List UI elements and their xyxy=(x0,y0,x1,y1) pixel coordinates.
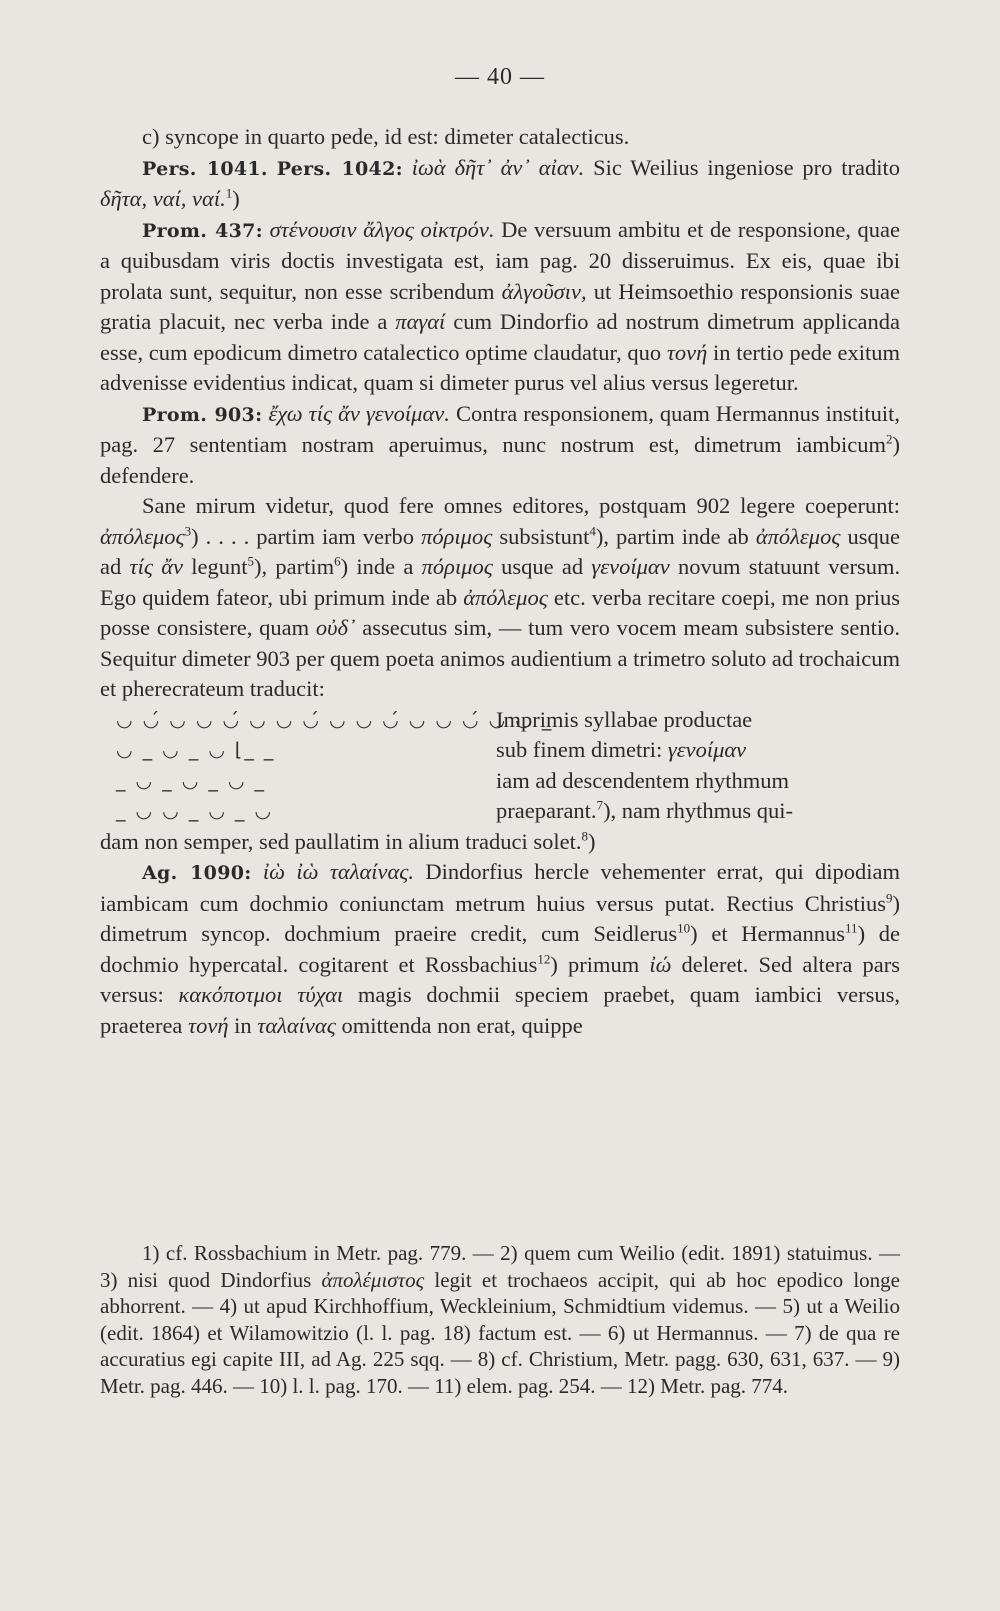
text-span: iam ad descendentem rhythmum xyxy=(496,767,790,793)
footnote-ref: 10 xyxy=(677,920,691,936)
text-span: usque ad xyxy=(501,554,584,579)
meter-line: _ ◡ ◡ _ ◡ _ ◡ xyxy=(116,800,274,822)
meter-line: ◡ _ ◡ _ ◡ ⌊_ _ xyxy=(116,739,276,761)
footnote-ref: 5 xyxy=(247,553,255,569)
text-span: c) syncope in quarto pede, id est: dimeter catalecticus. xyxy=(142,124,630,149)
citation: Pers. 1041. xyxy=(142,157,268,180)
footnote-ref: 1 xyxy=(225,185,233,201)
text-span: ) defendere. xyxy=(100,432,900,488)
meter-line: _ ◡ _ ◡ _ ◡ _ xyxy=(116,769,266,792)
text-span: Dindorfius hercle vehementer errat, qui dipodiam iambicam cum dochmio coniunctam metrum huius versus putat. Rectius Christius xyxy=(100,859,901,916)
text-span: Imprimis syllabae productae xyxy=(496,706,753,732)
footnote-ref: 11 xyxy=(845,920,858,936)
greek-text: ἰὼ ἰὼ ταλαίνας. xyxy=(262,859,415,884)
greek-text: παγαί xyxy=(395,309,446,334)
text-span: in xyxy=(234,1012,252,1038)
text-span: legunt xyxy=(191,554,248,579)
main-text xyxy=(100,122,900,1041)
greek-text: ἀπόλεμος xyxy=(463,584,548,610)
text-span: praeparant. xyxy=(496,798,597,823)
paragraph xyxy=(100,491,900,705)
footnotes xyxy=(100,1240,900,1399)
greek-text: τονή xyxy=(666,339,708,365)
side-line xyxy=(496,796,900,827)
greek-text: πόριμος xyxy=(421,523,493,549)
greek-text: πόριμος xyxy=(421,554,493,579)
footnote-ref: 9 xyxy=(886,890,893,905)
footnote-ref: 7 xyxy=(596,797,604,813)
text-span: ut Heimsoethio responsionis suae gratia placuit, nec verba inde a xyxy=(100,278,901,334)
text-span: ) . . . . partim iam verbo xyxy=(191,523,415,549)
text-span: Contra responsionem, quam Hermannus instituit, pag. 27 sententiam nostram aperuimus, nunc nostrum est, dimetrum iambicum xyxy=(100,400,901,457)
text-span: De versuum ambitu et de responsione, quae a quibusdam viris doctis investigata est, iam pag. 20 disseruimus. Ex eis, quae ibi prolata sunt, sequitur, non esse scribendum xyxy=(100,216,901,304)
greek-text: τίς ἄν xyxy=(129,554,183,579)
paragraph: Pers. 1041. Pers. 1042: ἰωὰ δῆτ᾽ ἀν᾽ αἰαν. Sic Weilius ingeniose pro tradito δῆτα, ναί, ναί.$^1$) xyxy=(100,154,901,211)
greek-text: ἀπολέμιστος xyxy=(321,1267,425,1292)
text-span: assecutus sim, — tum vero vocem meam subsistere sentio. Sequitur dimeter 903 per quem poeta animos audientium a trimetro soluto ad trochaicum et pherecrateum traducit: xyxy=(100,615,901,701)
paragraph xyxy=(100,122,900,153)
text-span: subsistunt xyxy=(499,523,590,549)
footnote-ref: 4 xyxy=(589,523,596,538)
text-span: ) primum xyxy=(550,951,640,977)
text-span: novum statuunt versum. Ego quidem fateor, ubi primum inde ab xyxy=(100,554,901,610)
text-span: cum Dindorfio ad nostrum dimetrum applicanda esse, cum epodicum dimetro catalectico optime claudatur, quo xyxy=(100,309,901,365)
text-span: ) de dochmio hypercatal. cogitarent et Rossbachius xyxy=(100,921,901,977)
footnote-ref: 12 xyxy=(537,951,551,966)
citation: Prom. 437: xyxy=(142,219,263,242)
text-span: sub finem dimetri: xyxy=(496,737,663,762)
text-span: legit et trochaeos accipit, qui ab hoc epodico longe abhorrent. — 4) ut apud Kirchhoffium, Weckleinium, Schmidtium videmus. — 5) ut a Weilio (edit. 1864) et Wilamowitzio (l. l. pag. 18) factum est. — 6) ut Hermannus. — 7) de qua re accuratius egi capite III, ad Ag. 225 sqq. — 8) cf. Christium, Metr. pagg. 630, 631, 637. — 9) Metr. pag. 446. — 10) l. l. pag. 170. — 11) elem. pag. 254. — 12) Metr. pag. 774. xyxy=(100,1267,901,1398)
citation: Pers. 1042: xyxy=(276,157,403,180)
footnote-ref: 6 xyxy=(334,553,341,569)
greek-text: κακόποτμοι τύχαι xyxy=(178,982,344,1007)
greek-text: γενοίμαν xyxy=(591,554,670,579)
footnote-ref: 2 xyxy=(886,431,893,447)
metrical-scheme xyxy=(116,705,900,827)
text-span: ), partim inde ab xyxy=(595,523,749,549)
greek-text: ἀλγοῦσιν, xyxy=(501,278,587,304)
greek-text: οὐδ᾽ xyxy=(315,615,356,640)
greek-text: γενοίμαν xyxy=(667,737,747,762)
text-span: omittenda non erat, quippe xyxy=(341,1012,583,1038)
side-line xyxy=(496,766,900,797)
greek-text: ταλαίνας xyxy=(257,1012,336,1038)
text-span: magis dochmii speciem praebet, quam iambici versus, praeterea xyxy=(100,982,900,1038)
text-span: ), nam rhythmus qui- xyxy=(603,798,794,823)
paragraph xyxy=(100,827,900,858)
greek-text: ἔχω τίς ἄν γενοίμαν. xyxy=(268,400,450,426)
greek-text: στένουσιν ἄλγος οἰκτρόν. xyxy=(269,216,495,242)
paragraph xyxy=(100,857,900,1041)
greek-text: ἰώ xyxy=(649,951,672,977)
meter-line: ◡ ◡́ ◡ ◡ ◡́ ◡ ◡ ◡́ ◡ ◡ ◡́ ◡ ◡ ◡́ ◡ ◡ _ xyxy=(116,708,554,731)
text-span: 1) cf. Rossbachium in Metr. pag. 779. — 2) quem cum Weilio (edit. 1891) statuimus. — 3) nisi quod Dindorfius xyxy=(100,1241,900,1292)
side-line xyxy=(496,735,900,766)
text-span: Sane mirum videtur, quod fere omnes editores, postquam 902 legere coeperunt: xyxy=(142,493,900,518)
meter-commentary xyxy=(496,705,900,827)
text-span: ), partim xyxy=(254,554,335,579)
footnote-ref: 3 xyxy=(184,523,192,538)
text-span: deleret. Sed altera pars versus: xyxy=(100,951,900,1007)
paragraph xyxy=(100,215,900,399)
greek-text: ἀπόλεμος xyxy=(755,523,841,549)
text-span: Sic Weilius ingeniose pro tradito xyxy=(593,154,901,180)
text-span: ) et Hermannus xyxy=(690,921,846,946)
text-span: usque ad xyxy=(100,523,900,579)
text-span: ) dimetrum syncop. dochmium praeire credit, cum Seidlerus xyxy=(100,890,900,946)
greek-text: τονή xyxy=(188,1012,229,1038)
text-span: ) inde a xyxy=(340,554,414,579)
text-span: ) xyxy=(588,828,596,854)
page-number: — 40 — xyxy=(455,64,545,90)
text-span: in tertio pede exitum advenisse evidentius indicat, quam si dimeter purus vel alius versus legeretur. xyxy=(100,339,901,395)
citation: Prom. 903: xyxy=(142,403,263,426)
citation: Ag. 1090: xyxy=(142,862,252,884)
greek-text: δῆτα, ναί, ναί. xyxy=(100,186,226,211)
paragraph xyxy=(100,399,900,492)
text-span: etc. verba recitare coepi, me non prius posse consistere, quam xyxy=(100,584,901,640)
footnote-ref: 8 xyxy=(581,828,588,843)
text-span: dam non semper, sed paullatim in alium traduci solet. xyxy=(100,828,582,854)
side-line xyxy=(496,705,900,736)
footnote-block xyxy=(100,1240,900,1399)
greek-text: ἀπόλεμος xyxy=(100,523,185,549)
greek-text: ἰωὰ δῆτ᾽ ἀν᾽ αἰαν. xyxy=(411,154,585,180)
